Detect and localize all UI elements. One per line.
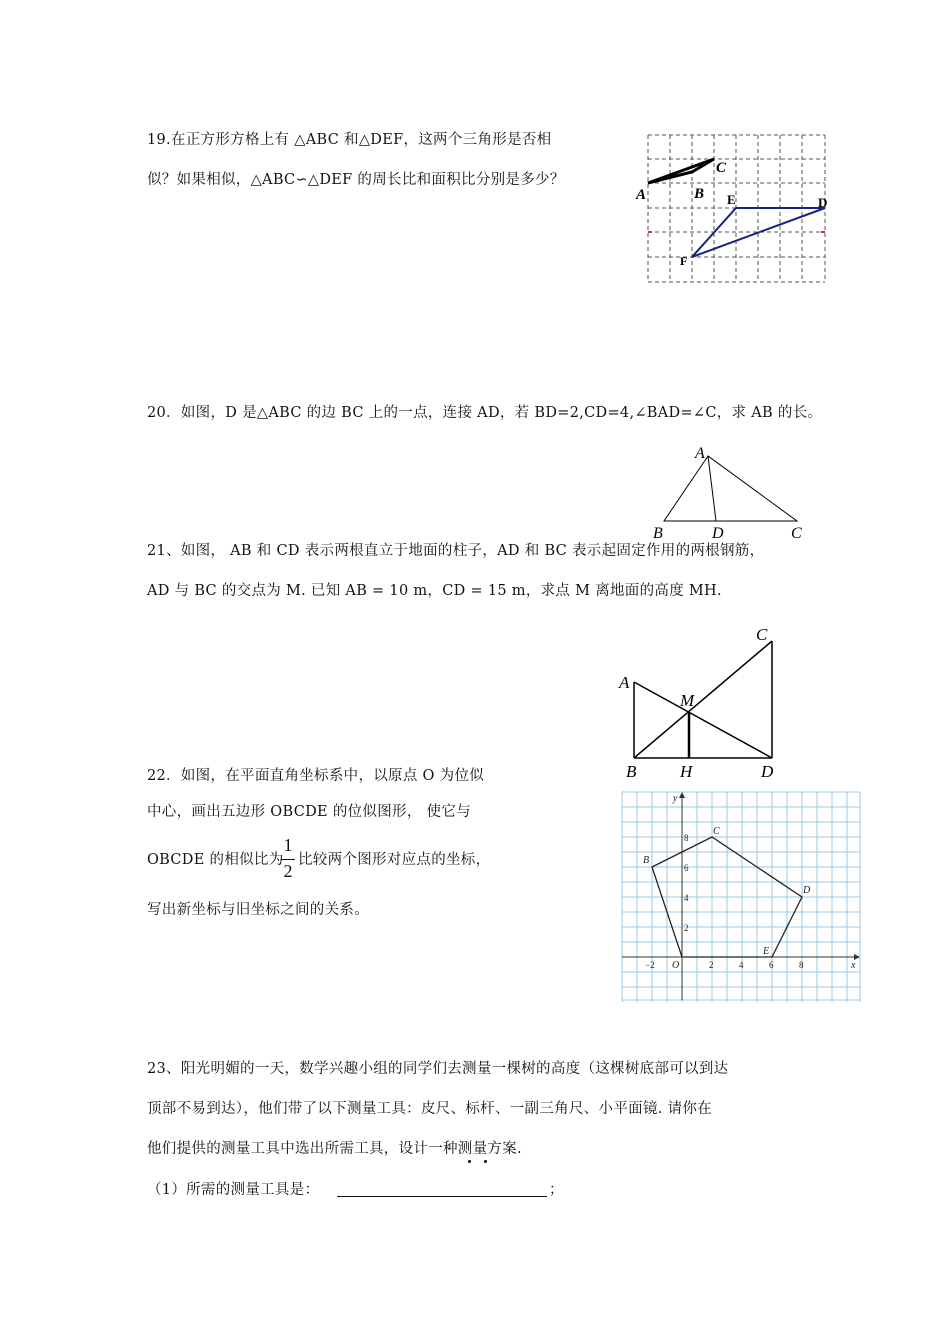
q21-label-c: C — [756, 625, 768, 644]
q22-fraction-bar — [281, 859, 295, 860]
q22-fraction-denominator: 2 — [283, 861, 293, 881]
q22-label-o: O — [672, 960, 680, 971]
q22-label-d: D — [803, 885, 811, 896]
q19-label-f: F — [680, 254, 688, 268]
q20-label-d: D — [712, 525, 724, 542]
q20-label-c: C — [791, 525, 802, 542]
q22-xtick-8: 8 — [799, 960, 804, 970]
q19-label-b: B — [694, 186, 705, 202]
q22-axis-x-label: x — [851, 960, 856, 971]
q22-axis-y-label: y — [673, 793, 678, 804]
q22-line3a: OBCDE 的相似比为 — [147, 852, 284, 868]
q22-xtick-4: 4 — [739, 960, 744, 970]
q21-label-d: D — [761, 762, 774, 781]
emphasis-dot — [468, 1160, 471, 1163]
q23-line2: 顶部不易到达），他们带了以下测量工具：皮尺、标杆、一副三角尺、小平面镜. 请你在 — [147, 1101, 712, 1117]
q21-label-m: M — [680, 691, 695, 710]
q20-triangle-figure — [640, 440, 820, 545]
q19-line2: 似？如果相似，△ABC∽△DEF 的周长比和面积比分别是多少？ — [147, 172, 565, 188]
q19-line1: 19.在正方形方格上有 △ABC 和△DEF，这两个三角形是否相 — [147, 132, 552, 148]
q22-xtick-2: 2 — [709, 960, 714, 970]
q23-line3: 他们提供的测量工具中选出所需工具，设计一种测量方案. — [147, 1141, 522, 1157]
q19-label-e: E — [727, 192, 736, 207]
q21-line2: AD 与 BC 的交点为 M. 已知 AB = 10 m，CD = 15 m，求点 M 离地面的高度 MH. — [147, 583, 722, 599]
q22-coordinate-grid — [622, 792, 862, 1002]
q22-xtick-neg2: −2 — [645, 960, 655, 970]
q21-label-h: H — [680, 762, 693, 781]
q19-label-a: A — [636, 187, 647, 203]
q22-label-e: E — [763, 946, 770, 957]
q23-part1-label: （1）所需的测量工具是： — [147, 1182, 320, 1198]
q21-label-a: A — [619, 673, 630, 692]
q23-answer-blank[interactable] — [337, 1195, 547, 1197]
q21-poles-figure — [610, 620, 800, 785]
q21-label-b: B — [626, 762, 637, 781]
q22-label-b: B — [643, 855, 650, 866]
q22-ytick-4: 4 — [684, 893, 689, 903]
q19-grid-figure — [620, 125, 840, 295]
q22-xtick-6: 6 — [769, 960, 774, 970]
q22-line4: 写出新坐标与旧坐标之间的关系。 — [147, 902, 369, 918]
emphasis-dot — [484, 1160, 487, 1163]
q20-label-a: A — [695, 445, 705, 462]
q22-line2: 中心，画出五边形 OBCDE 的位似图形， 使它与 — [147, 804, 471, 820]
q19-label-d: D — [818, 195, 828, 210]
q20-label-b: B — [653, 525, 663, 542]
q22-ytick-6: 6 — [684, 863, 689, 873]
q22-fraction-numerator: 1 — [283, 835, 293, 855]
q20-line1: 20．如图，D 是△ABC 的边 BC 上的一点，连接 AD，若 BD=2,CD=4,∠BAD=∠C，求 AB 的长。 — [147, 405, 823, 421]
q23-line1: 23、阳光明媚的一天，数学兴趣小组的同学们去测量一棵树的高度（这棵树底部可以到达 — [147, 1061, 729, 1077]
q19-label-c: C — [716, 160, 727, 176]
q22-ytick-2: 2 — [684, 923, 689, 933]
q22-line3b: 比较两个图形对应点的坐标， — [298, 852, 491, 868]
q23-part1-end: ； — [549, 1182, 564, 1198]
q22-line1: 22．如图，在平面直角坐标系中，以原点 O 为位似 — [147, 768, 485, 784]
q22-label-c: C — [713, 826, 720, 837]
q22-ytick-8: 8 — [684, 833, 689, 843]
q21-line1: 21、如图， AB 和 CD 表示两根直立于地面的柱子，AD 和 BC 表示起固定作用的两根钢筋， — [147, 543, 765, 559]
